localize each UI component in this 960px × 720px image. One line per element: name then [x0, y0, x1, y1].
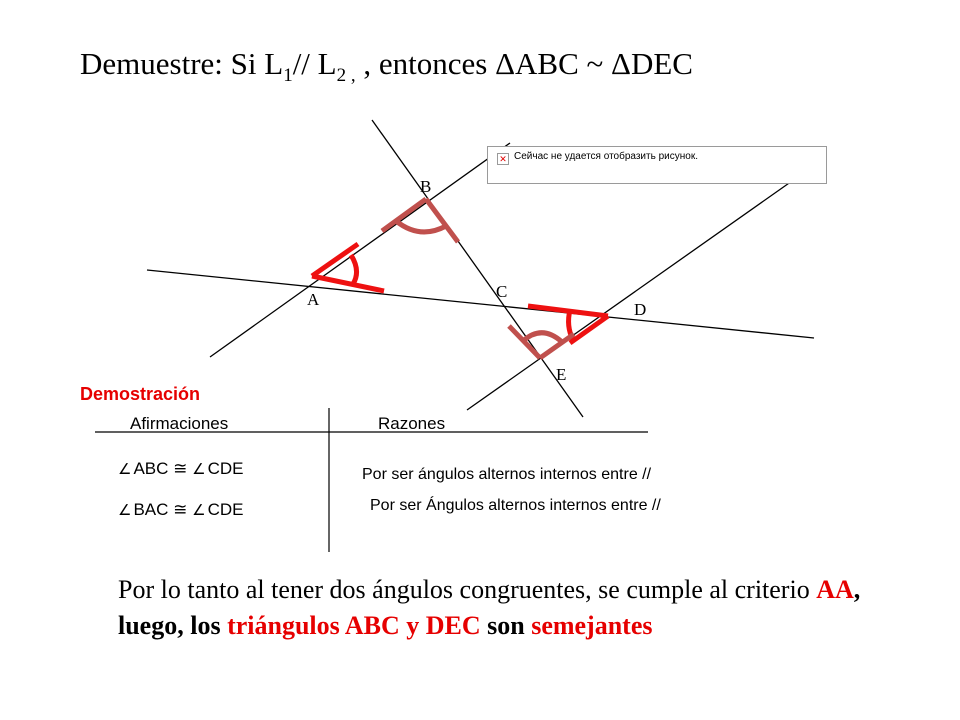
statement-2-angle-2: CDE — [207, 500, 244, 519]
title-mid: // L — [292, 46, 337, 81]
point-label-e: E — [556, 365, 567, 384]
statement-1-angle-2: CDE — [207, 459, 244, 478]
transversal-line-ac — [147, 270, 814, 338]
conclusion-similar: semejantes — [531, 611, 653, 640]
angle-mark-b — [382, 199, 458, 242]
point-label-a: A — [307, 290, 320, 309]
point-label-c: C — [496, 282, 508, 301]
angle-symbol-icon: ∠ — [118, 502, 132, 519]
statement-row-2 — [118, 500, 244, 520]
conclusion-criterion: AA — [816, 575, 854, 604]
column-header-statements: Afirmaciones — [130, 414, 229, 433]
conclusion-part-2: , luego, los — [118, 575, 861, 640]
title-sub2: 2 , — [336, 65, 356, 87]
broken-image-text: Сейчас не удается отобразить рисунок. — [514, 151, 698, 162]
title-suffix: , entonces ΔABC ~ ΔDEC — [363, 46, 693, 81]
broken-image-icon: ✕ — [497, 153, 509, 165]
angle-symbol-icon: ∠ — [192, 461, 206, 478]
column-header-reasons: Razones — [378, 414, 446, 433]
demonstration-heading: Demostración — [80, 384, 201, 404]
point-label-b: B — [420, 177, 432, 196]
line-l2 — [467, 181, 792, 410]
title-prefix: Demuestre: Si L — [80, 46, 284, 81]
conclusion-part-3: son — [480, 611, 532, 640]
angle-mark-e — [509, 326, 574, 358]
conclusion-paragraph — [118, 572, 888, 644]
broken-image-placeholder — [487, 146, 827, 184]
reason-row-1: Por ser ángulos alternos internos entre // — [362, 466, 652, 483]
conclusion-triangles: triángulos ABC y DEC — [227, 611, 481, 640]
statement-row-1 — [118, 459, 244, 479]
reason-row-2: Por ser Ángulos alternos internos entre // — [370, 497, 661, 514]
statement-2-angle-1: BAC — [133, 500, 169, 519]
statement-1-angle-1: ABC — [133, 459, 169, 478]
point-label-d: D — [634, 300, 647, 319]
angle-mark-a — [312, 244, 384, 291]
angle-symbol-icon: ∠ — [118, 461, 132, 478]
title-sub1: 1 — [283, 65, 293, 87]
statement-1-relation: ≅ — [173, 459, 188, 478]
statement-2-relation: ≅ — [173, 500, 188, 519]
angle-symbol-icon: ∠ — [192, 502, 206, 519]
conclusion-part-1: Por lo tanto al tener dos ángulos congruentes, se cumple al criterio — [118, 575, 817, 604]
